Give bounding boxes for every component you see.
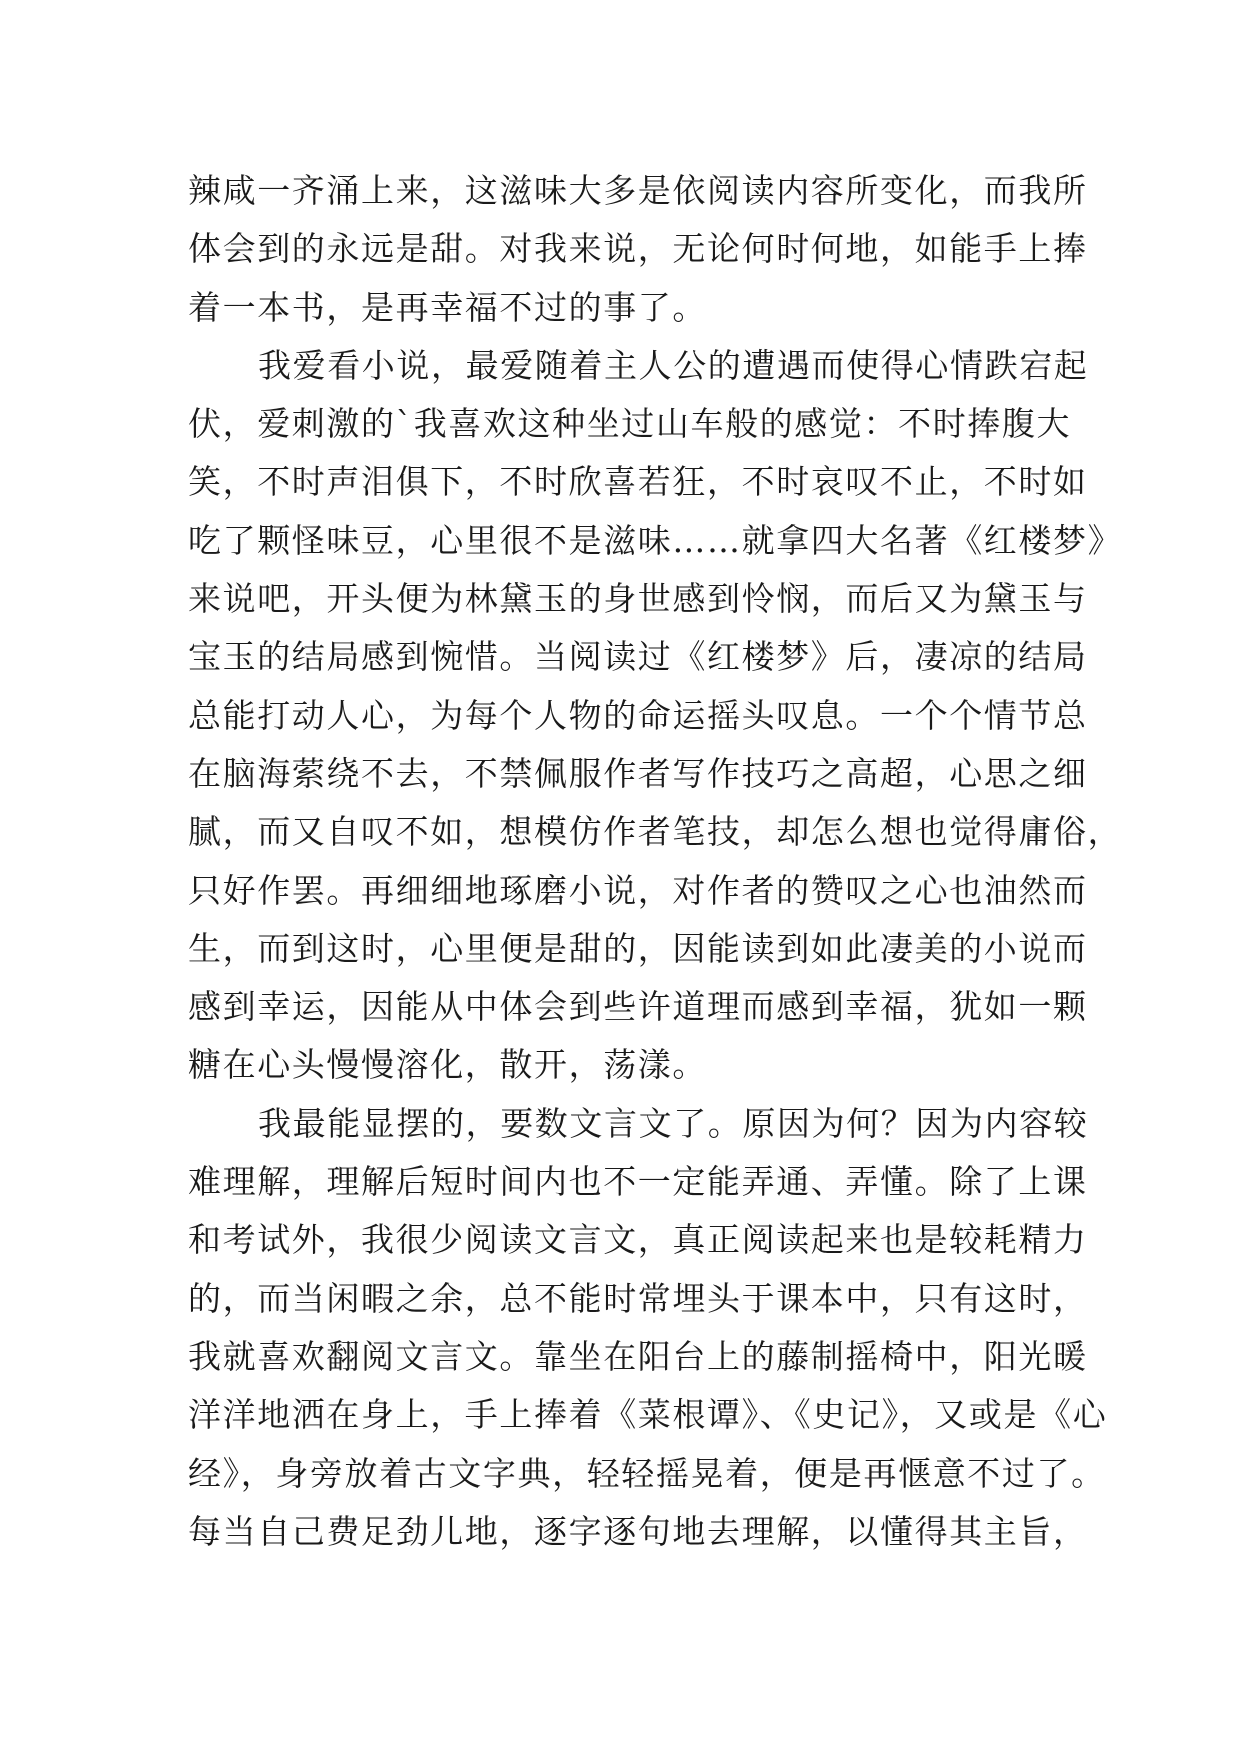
text-line: 经》，身旁放着古文字典，轻轻摇晃着，便是再惬意不过了。 xyxy=(188,1453,1106,1493)
text-line: 每当自己费足劲儿地，逐字逐句地去理解，以懂得其主旨， xyxy=(188,1511,1088,1551)
text-line: 辣咸一齐涌上来，这滋味大多是依阅读内容所变化，而我所 xyxy=(188,171,1088,210)
text-line: 腻，而又自叹不如，想模仿作者笔技，却怎么想也觉得庸俗， xyxy=(188,812,1123,852)
text-line: 我就喜欢翻阅文言文。靠坐在阳台上的藤制摇椅中，阳光暖 xyxy=(188,1336,1088,1376)
text-line: 体会到的永远是甜。对我来说，无论何时何地，如能手上捧 xyxy=(188,229,1088,269)
text-line: 和考试外，我很少阅读文言文，真正阅读起来也是较耗精力 xyxy=(188,1220,1088,1260)
text-line: 伏，爱刺激的`我喜欢这种坐过山车般的感觉：不时捧腹大 xyxy=(188,404,1072,444)
text-line: 感到幸运，因能从中体会到些许道理而感到幸福，犹如一颗 xyxy=(188,987,1088,1027)
text-line: 来说吧，开头便为林黛玉的身世感到怜悯，而后又为黛玉与 xyxy=(188,579,1088,619)
body-text xyxy=(188,162,1123,1561)
text-line: 的，而当闲暇之余，总不能时常埋头于课本中，只有这时， xyxy=(188,1278,1088,1318)
text-line: 吃了颗怪味豆，心里很不是滋味……就拿四大名著《红楼梦》 xyxy=(188,520,1123,560)
text-line: 总能打动人心，为每个人物的命运摇头叹息。一个个情节总 xyxy=(188,695,1088,735)
text-line: 只好作罢。再细细地琢磨小说，对作者的赞叹之心也油然而 xyxy=(188,870,1088,910)
text-line: 难理解，理解后短时间内也不一定能弄通、弄懂。除了上课 xyxy=(188,1162,1088,1202)
text-line: 糖在心头慢慢溶化，散开，荡漾。 xyxy=(188,1045,707,1085)
text-line: 生，而到这时，心里便是甜的，因能读到如此凄美的小说而 xyxy=(188,928,1088,968)
paragraph-first-line: 我最能显摆的，要数文言文了。原因为何？因为内容较 xyxy=(258,1103,1089,1143)
text-line: 在脑海萦绕不去，不禁佩服作者写作技巧之高超，心思之细 xyxy=(188,753,1088,793)
text-line: 着一本书，是再幸福不过的事了。 xyxy=(188,287,707,327)
paragraph-first-line: 我爱看小说，最爱随着主人公的遭遇而使得心情跌宕起 xyxy=(258,345,1089,385)
text-line: 宝玉的结局感到惋惜。当阅读过《红楼梦》后，凄凉的结局 xyxy=(188,637,1088,677)
text-line: 洋洋地洒在身上，手上捧着《菜根谭》、《史记》，又或是《心 xyxy=(188,1395,1108,1435)
text-line: 笑，不时声泪俱下，不时欣喜若狂，不时哀叹不止，不时如 xyxy=(188,462,1088,502)
